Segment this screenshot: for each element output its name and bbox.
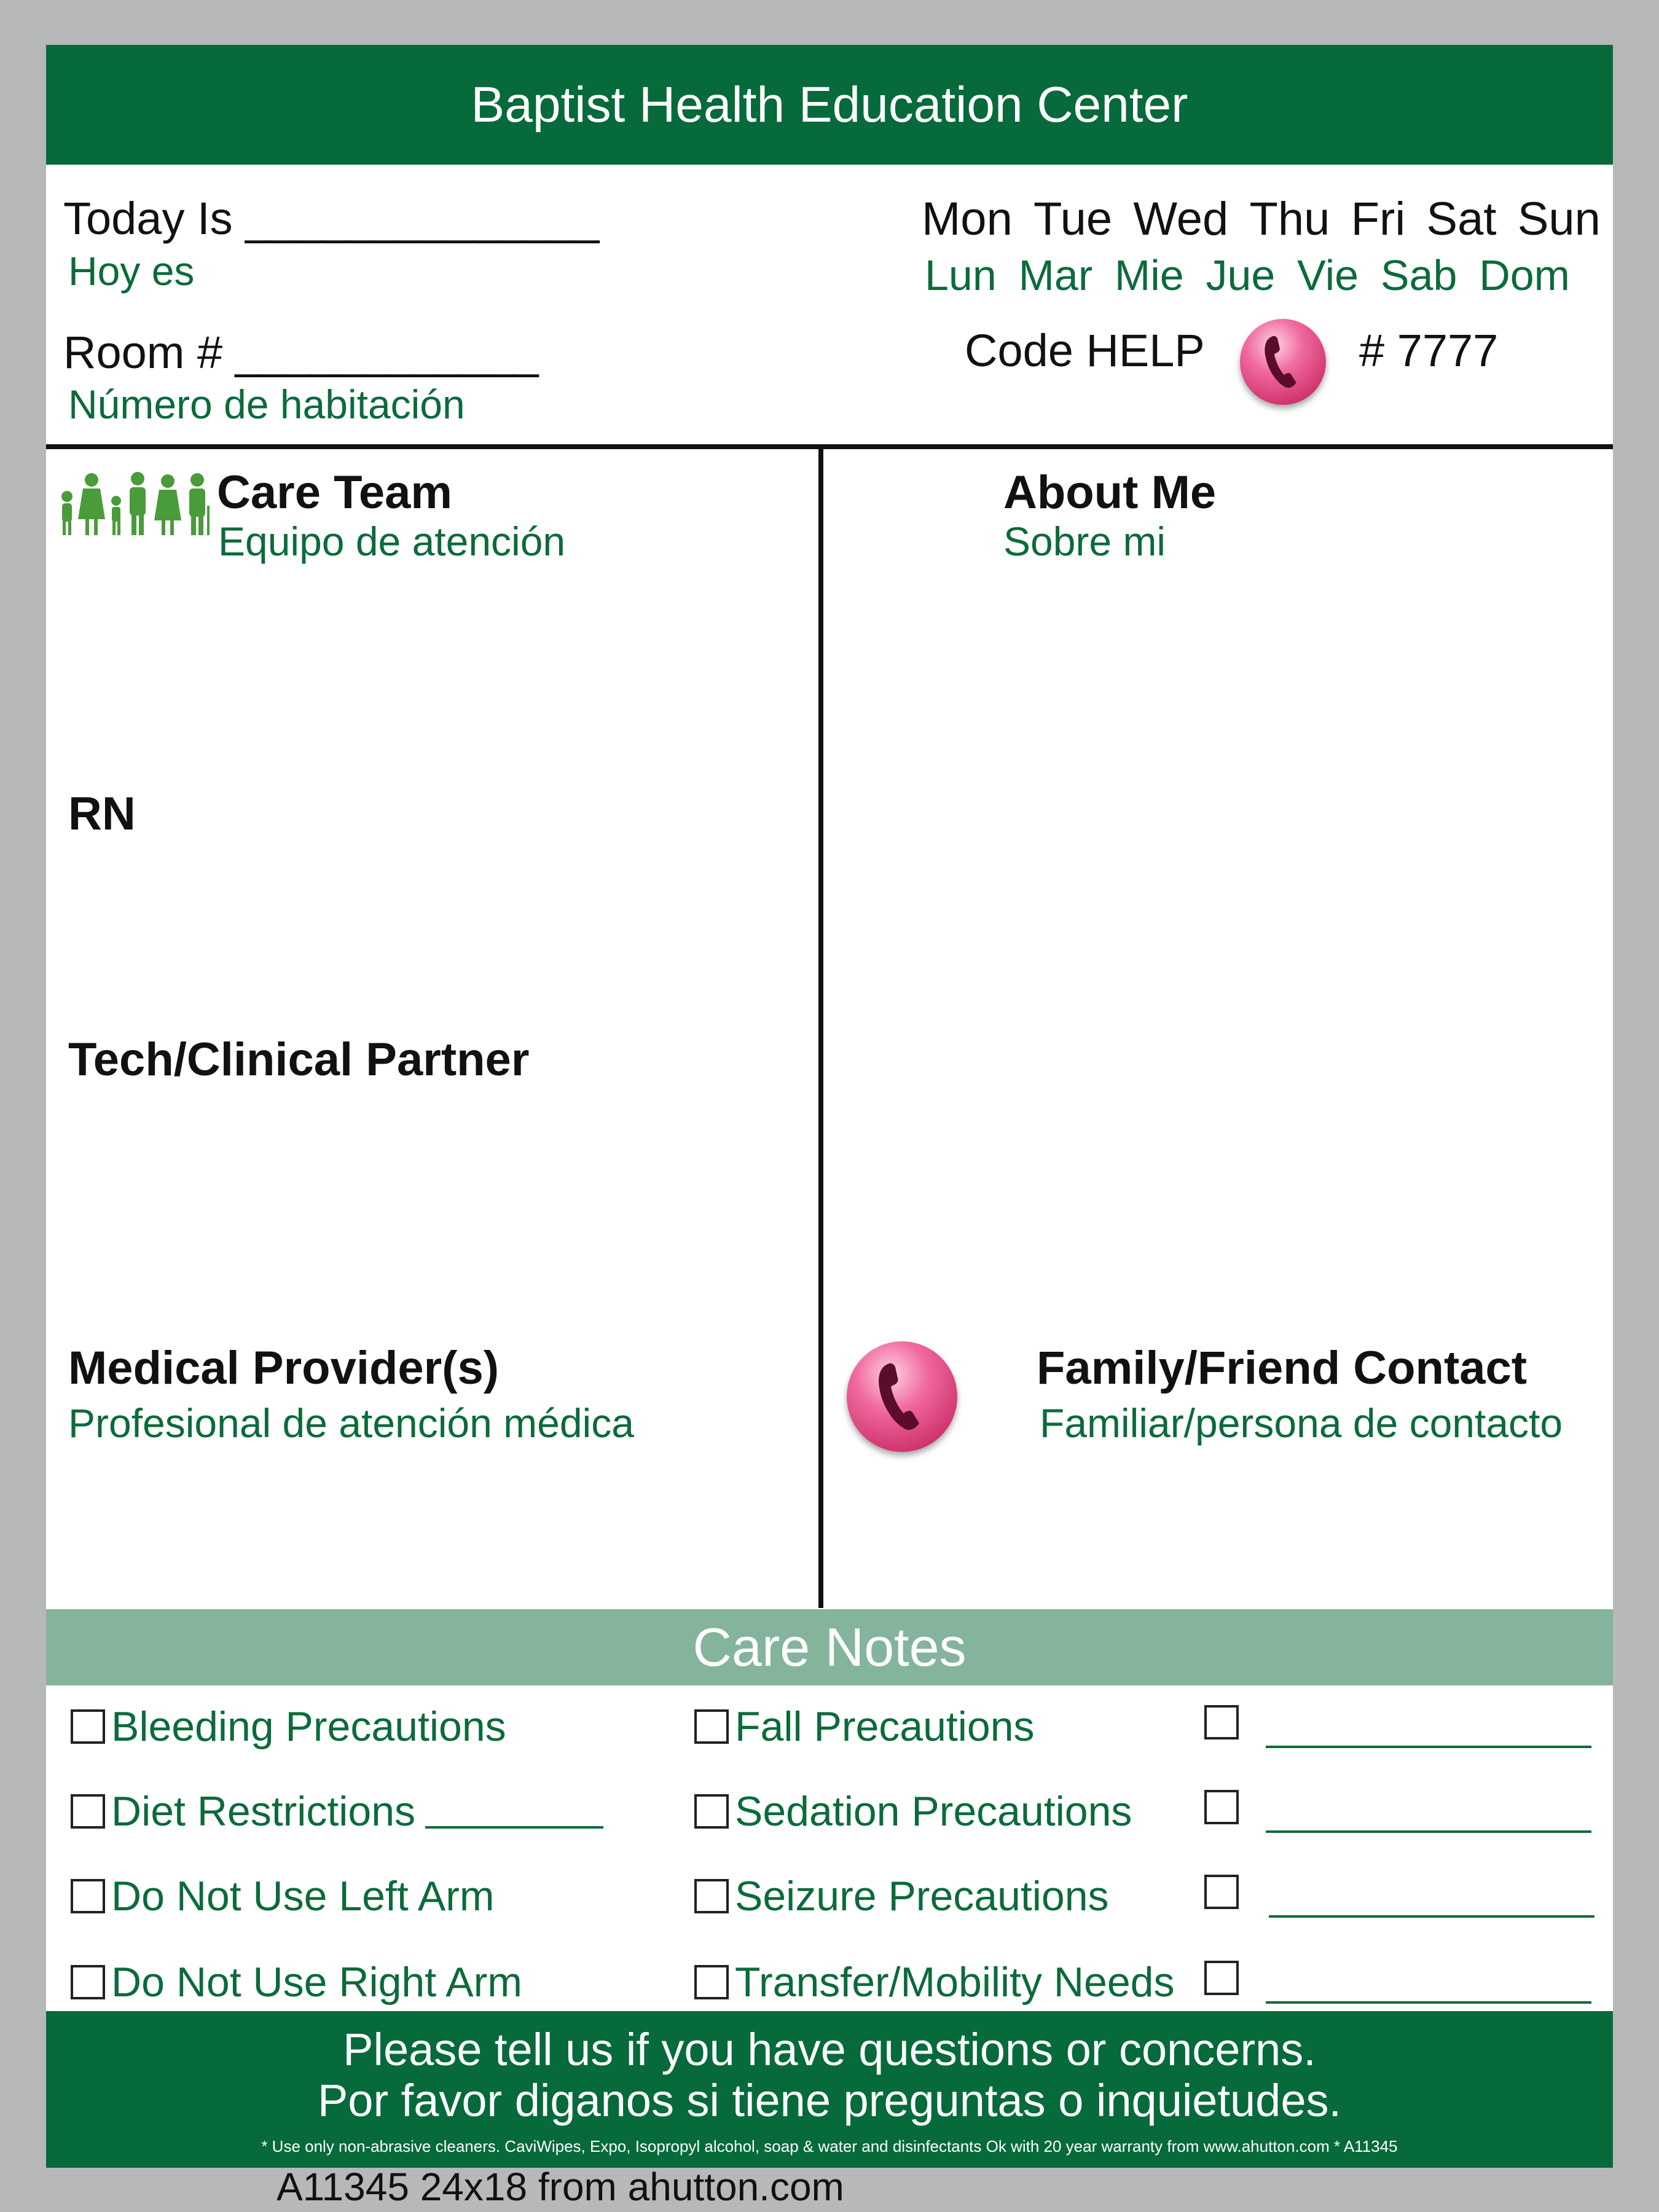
note-label: Transfer/Mobility Needs — [735, 1959, 1175, 2006]
day-vie: Vie — [1297, 251, 1359, 299]
note-label: Diet Restrictions — [111, 1788, 416, 1835]
family-handset-icon — [871, 1361, 933, 1432]
about-me-title-es: Sobre mi — [1003, 519, 1166, 564]
family-icon — [56, 469, 213, 536]
day-fri[interactable]: Fri — [1351, 193, 1406, 245]
about-me-title: About Me — [1003, 466, 1217, 519]
code-help-number: # 7777 — [1359, 325, 1499, 376]
checkbox[interactable] — [71, 1709, 105, 1744]
checkbox[interactable] — [71, 1879, 105, 1913]
board-title: Baptist Health Education Center — [471, 77, 1188, 133]
day-wed[interactable]: Wed — [1133, 193, 1229, 245]
checkbox[interactable] — [694, 1709, 729, 1744]
note-label: Do Not Use Left Arm — [111, 1873, 495, 1920]
provider-label-es: Profesional de atención médica — [68, 1400, 634, 1446]
custom-checkbox-3[interactable] — [1204, 1875, 1239, 1909]
today-label-row — [63, 192, 599, 245]
family-contact-title-es: Familiar/persona de contacto — [1040, 1400, 1563, 1446]
checkbox[interactable] — [71, 1965, 105, 1999]
note-diet[interactable] — [71, 1787, 603, 1835]
checkbox[interactable] — [694, 1965, 729, 1999]
day-sun[interactable]: Sun — [1517, 193, 1601, 245]
day-tue[interactable]: Tue — [1033, 193, 1113, 245]
days-en — [922, 192, 1601, 246]
diet-blank-line[interactable] — [425, 1794, 603, 1829]
care-notes-bar — [46, 1609, 1613, 1685]
note-label: Seizure Precautions — [735, 1873, 1109, 1920]
room-label: Room # — [63, 327, 223, 378]
note-label: Fall Precautions — [735, 1703, 1035, 1750]
family-phone-icon — [847, 1341, 957, 1452]
footer-line-es: Por favor diganos si tiene preguntas o inquietudes. — [317, 2075, 1342, 2126]
provider-label: Medical Provider(s) — [68, 1342, 500, 1394]
day-sat[interactable]: Sat — [1426, 193, 1497, 245]
note-right-arm[interactable] — [71, 1958, 522, 2006]
checkbox[interactable] — [694, 1879, 729, 1913]
header-bar — [46, 45, 1613, 165]
note-left-arm[interactable] — [71, 1872, 495, 1920]
day-mon[interactable]: Mon — [922, 193, 1013, 245]
day-mar: Mar — [1018, 251, 1093, 299]
phone-icon — [1240, 319, 1326, 405]
days-es — [925, 251, 1570, 300]
today-blank: ______________ — [245, 193, 600, 244]
note-label: Do Not Use Right Arm — [111, 1959, 522, 2006]
custom-blank-1[interactable] — [1266, 1743, 1591, 1748]
product-code: A11345 24x18 from ahutton.com — [276, 2165, 844, 2209]
note-label: Bleeding Precautions — [111, 1703, 506, 1750]
note-transfer[interactable] — [694, 1958, 1175, 2006]
room-label-row — [63, 326, 539, 378]
day-jue: Jue — [1206, 251, 1276, 299]
handset-icon — [1259, 334, 1307, 390]
care-team-title-es: Equipo de atención — [218, 519, 566, 564]
checkbox[interactable] — [71, 1794, 105, 1829]
custom-blank-2[interactable] — [1266, 1828, 1591, 1833]
checkbox[interactable] — [694, 1794, 729, 1829]
tech-label: Tech/Clinical Partner — [68, 1033, 530, 1086]
horizontal-divider — [46, 444, 1613, 449]
day-mie: Mie — [1114, 251, 1184, 299]
note-bleeding[interactable] — [71, 1703, 506, 1751]
day-sab: Sab — [1380, 251, 1457, 299]
note-seizure[interactable] — [694, 1872, 1109, 1920]
care-notes-title: Care Notes — [692, 1617, 967, 1677]
custom-checkbox-1[interactable] — [1204, 1705, 1239, 1739]
custom-checkbox-4[interactable] — [1204, 1961, 1239, 1995]
custom-checkbox-2[interactable] — [1204, 1790, 1239, 1824]
room-label-es: Número de habitación — [68, 382, 465, 427]
vertical-divider — [818, 447, 823, 1608]
day-dom: Dom — [1479, 251, 1570, 299]
note-sedation[interactable] — [694, 1787, 1132, 1835]
footer-line-en: Please tell us if you have questions or concerns. — [343, 2024, 1316, 2075]
custom-blank-3[interactable] — [1269, 1913, 1594, 1918]
footer-fine-print: * Use only non-abrasive cleaners. CaviWipes, Expo, Isopropyl alcohol, soap & water and disinfectants Ok with 20 year warranty from www.ahutton.com * A11345 — [261, 2137, 1398, 2155]
rn-label: RN — [68, 788, 136, 840]
note-fall[interactable] — [694, 1703, 1035, 1751]
note-label: Sedation Precautions — [735, 1788, 1132, 1835]
care-team-title: Care Team — [217, 466, 453, 519]
today-label-es: Hoy es — [68, 248, 195, 294]
footer-bar — [46, 2011, 1613, 2168]
custom-blank-4[interactable] — [1266, 1999, 1591, 2004]
room-blank: ____________ — [235, 327, 539, 378]
family-contact-title: Family/Friend Contact — [1037, 1342, 1528, 1394]
whiteboard — [46, 45, 1613, 2168]
code-help-label: Code HELP — [965, 325, 1205, 376]
day-thu[interactable]: Thu — [1249, 193, 1330, 245]
today-label: Today Is — [63, 193, 233, 244]
day-lun: Lun — [925, 251, 997, 299]
